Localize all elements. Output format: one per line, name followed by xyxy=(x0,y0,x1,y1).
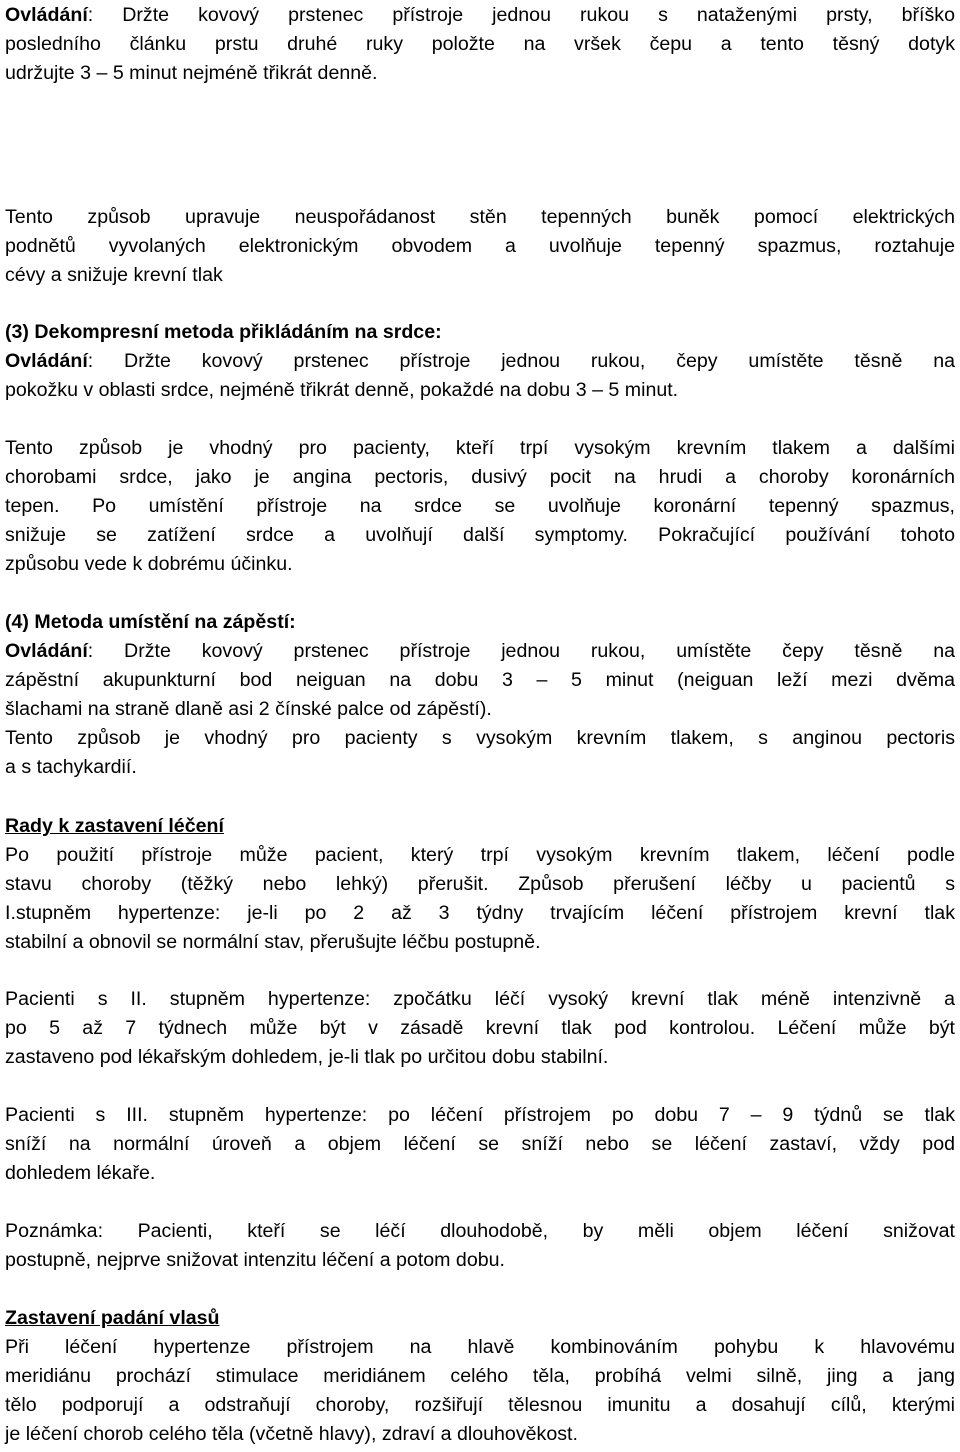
text-span: : Držte kovový prstenec přístroje jednou rukou, umístěte čepy těsně na xyxy=(87,640,955,662)
text-line: Po použití přístroje může pacient, který trpí vysokým krevním tlakem, léčení podle xyxy=(5,844,955,866)
text-line: meridiánu prochází stimulace meridiánem celého těla, probíhá velmi silně, jing a jang xyxy=(5,1365,955,1387)
text-line: podnětů vyvolaných elektronickým obvodem a uvolňuje tepenný spazmus, roztahuje xyxy=(5,235,955,257)
text-line: zápěstní akupunkturní bod neiguan na dobu 3 – 5 minut (neiguan leží mezi dvěma xyxy=(5,669,955,691)
section-heading: Zastavení padání vlasů xyxy=(5,1307,220,1329)
text-line: způsobu vede k dobrému účinku. xyxy=(5,553,293,575)
text-line: posledního článku prstu druhé ruky položte na vršek čepu a tento těsný dotyk xyxy=(5,33,955,55)
text-line: snižuje se zatížení srdce a uvolňují další symptomy. Pokračující používání tohoto xyxy=(5,524,955,546)
text-line: Tento způsob upravuje neuspořádanost stěn tepenných buněk pomocí elektrických xyxy=(5,206,955,228)
text-line: stabilní a obnovil se normální stav, přerušujte léčbu postupně. xyxy=(5,931,541,953)
text-line: Poznámka: Pacienti, kteří se léčí dlouhodobě, by měli objem léčení snižovat xyxy=(5,1220,955,1242)
text-line: šlachami na straně dlaně asi 2 čínské palce od zápěstí). xyxy=(5,698,492,720)
text-line xyxy=(5,349,955,373)
text-line: I.stupněm hypertenze: je-li po 2 až 3 týdny trvajícím léčení přístrojem krevní tlak xyxy=(5,902,955,924)
text-line: Při léčení hypertenze přístrojem na hlavě kombinováním pohybu k hlavovému xyxy=(5,1336,955,1358)
text-line: Tento způsob je vhodný pro pacienty s vysokým krevním tlakem, s anginou pectoris xyxy=(5,727,955,749)
text-line: a s tachykardií. xyxy=(5,756,137,778)
text-line xyxy=(5,3,955,27)
text-line: Pacienti s II. stupněm hypertenze: zpočátku léčí vysoký krevní tlak méně intenzivně a xyxy=(5,988,955,1010)
text-line: po 5 až 7 týdnech může být v zásadě krevní tlak pod kontrolou. Léčení může být xyxy=(5,1017,955,1039)
text-line: zastaveno pod lékařským dohledem, je-li tlak po určitou dobu stabilní. xyxy=(5,1046,609,1068)
text-line: Tento způsob je vhodný pro pacienty, kteří trpí vysokým krevním tlakem a dalšími xyxy=(5,437,955,459)
section-heading: (3) Dekompresní metoda přikládáním na srdce: xyxy=(5,321,442,343)
text-line xyxy=(5,639,955,663)
text-span: : Držte kovový prstenec přístroje jednou rukou s nataženými prsty, bříško xyxy=(87,4,955,26)
text-line: chorobami srdce, jako je angina pectoris, dusivý pocit na hrudi a choroby koronárních xyxy=(5,466,955,488)
control-label: Ovládání xyxy=(5,4,88,26)
section-heading: (4) Metoda umístění na zápěstí: xyxy=(5,611,296,633)
text-line: Pacienti s III. stupněm hypertenze: po léčení přístrojem po dobu 7 – 9 týdnů se tlak xyxy=(5,1104,955,1126)
text-line: je léčení chorob celého těla (včetně hlavy), zdraví a dlouhověkost. xyxy=(5,1423,578,1445)
control-label: Ovládání xyxy=(5,350,88,372)
text-line: postupně, nejprve snižovat intenzitu léčení a potom dobu. xyxy=(5,1249,505,1271)
text-span: : Držte kovový prstenec přístroje jednou rukou, čepy umístěte těsně na xyxy=(87,350,955,372)
text-line: tepen. Po umístění přístroje na srdce se uvolňuje koronární tepenný spazmus, xyxy=(5,495,955,517)
text-line: cévy a snižuje krevní tlak xyxy=(5,264,223,286)
text-line: udržujte 3 – 5 minut nejméně třikrát denně. xyxy=(5,62,378,84)
text-line: sníží na normální úroveň a objem léčení se sníží nebo se léčení zastaví, vždy pod xyxy=(5,1133,955,1155)
text-line: dohledem lékaře. xyxy=(5,1162,156,1184)
section-heading: Rady k zastavení léčení xyxy=(5,815,224,837)
text-line: pokožku v oblasti srdce, nejméně třikrát denně, pokaždé na dobu 3 – 5 minut. xyxy=(5,379,679,401)
text-line: tělo podporují a odstraňují choroby, rozšiřují tělesnou imunitu a dosahují cílů, kterými xyxy=(5,1394,955,1416)
text-line: stavu choroby (těžký nebo lehký) přerušit. Způsob přerušení léčby u pacientů s xyxy=(5,873,955,895)
control-label: Ovládání xyxy=(5,640,88,662)
